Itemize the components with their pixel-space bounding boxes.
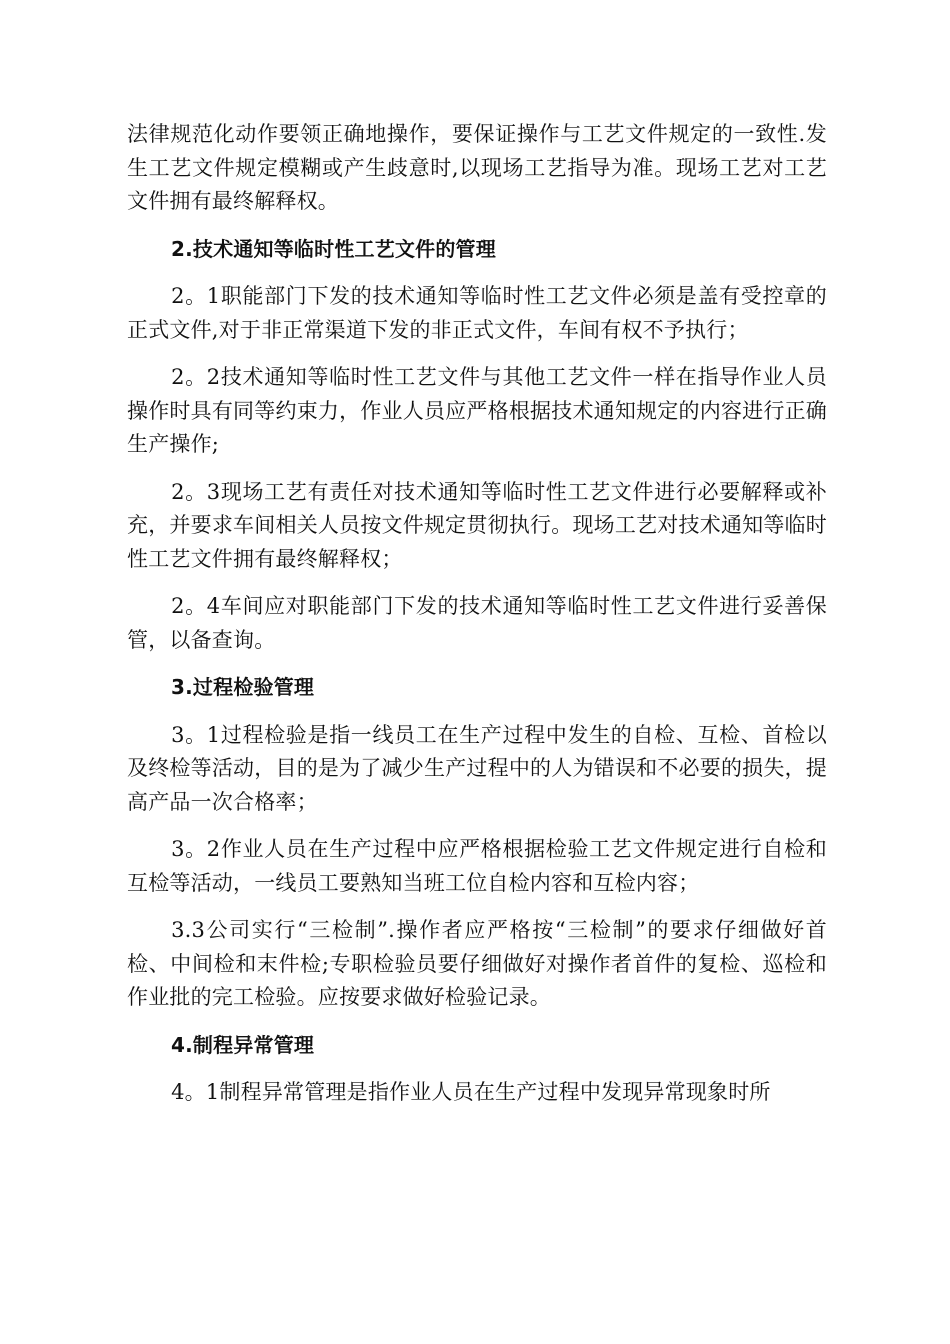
document-body [127, 118, 827, 1124]
paragraph-2-3: 2。3现场工艺有责任对技术通知等临时性工艺文件进行必要解释或补充，并要求车间相关人员按文件规定贯彻执行。现场工艺对技术通知等临时性工艺文件拥有最终解释权； [127, 479, 827, 571]
section-heading-4: 4.制程异常管理 [171, 1032, 315, 1057]
paragraph-3-1: 3。1过程检验是指一线员工在生产过程中发生的自检、互检、首检以及终检等活动，目的是为了减少生产过程中的人为错误和不必要的损失，提高产品一次合格率； [127, 722, 827, 814]
paragraph-2-1: 2。1职能部门下发的技术通知等临时性工艺文件必须是盖有受控章的正式文件,对于非正常渠道下发的非正式文件，车间有权不予执行； [127, 284, 827, 342]
paragraph-2-2: 2。2技术通知等临时性工艺文件与其他工艺文件一样在指导作业人员操作时具有同等约束力，作业人员应严格根据技术通知规定的内容进行正确生产操作; [127, 365, 827, 456]
section-heading-2: 2.技术通知等临时性工艺文件的管理 [171, 236, 496, 261]
paragraph-2-4: 2。4车间应对职能部门下发的技术通知等临时性工艺文件进行妥善保管，以备查询。 [127, 594, 827, 652]
section-heading-3: 3.过程检验管理 [171, 675, 315, 699]
paragraph-3-2: 3。2作业人员在生产过程中应严格根据检验工艺文件规定进行自检和互检等活动，一线员工要熟知当班工位自检内容和互检内容； [127, 837, 827, 895]
paragraph-intro-continued: 法律规范化动作要领正确地操作，要保证操作与工艺文件规定的一致性.发生工艺文件规定模糊或产生歧意时,以现场工艺指导为准。现场工艺对工艺文件拥有最终解释权。 [127, 122, 827, 213]
paragraph-4-1: 4。1制程异常管理是指作业人员在生产过程中发现异常现象时所 [171, 1080, 771, 1104]
paragraph-3-3: 3.3公司实行“三检制”.操作者应严格按“三检制”的要求仔细做好首检、中间检和末件检;专职检验员要仔细做好对操作者首件的复检、巡检和作业批的完工检验。应按要求做好检验记录。 [127, 918, 827, 1009]
